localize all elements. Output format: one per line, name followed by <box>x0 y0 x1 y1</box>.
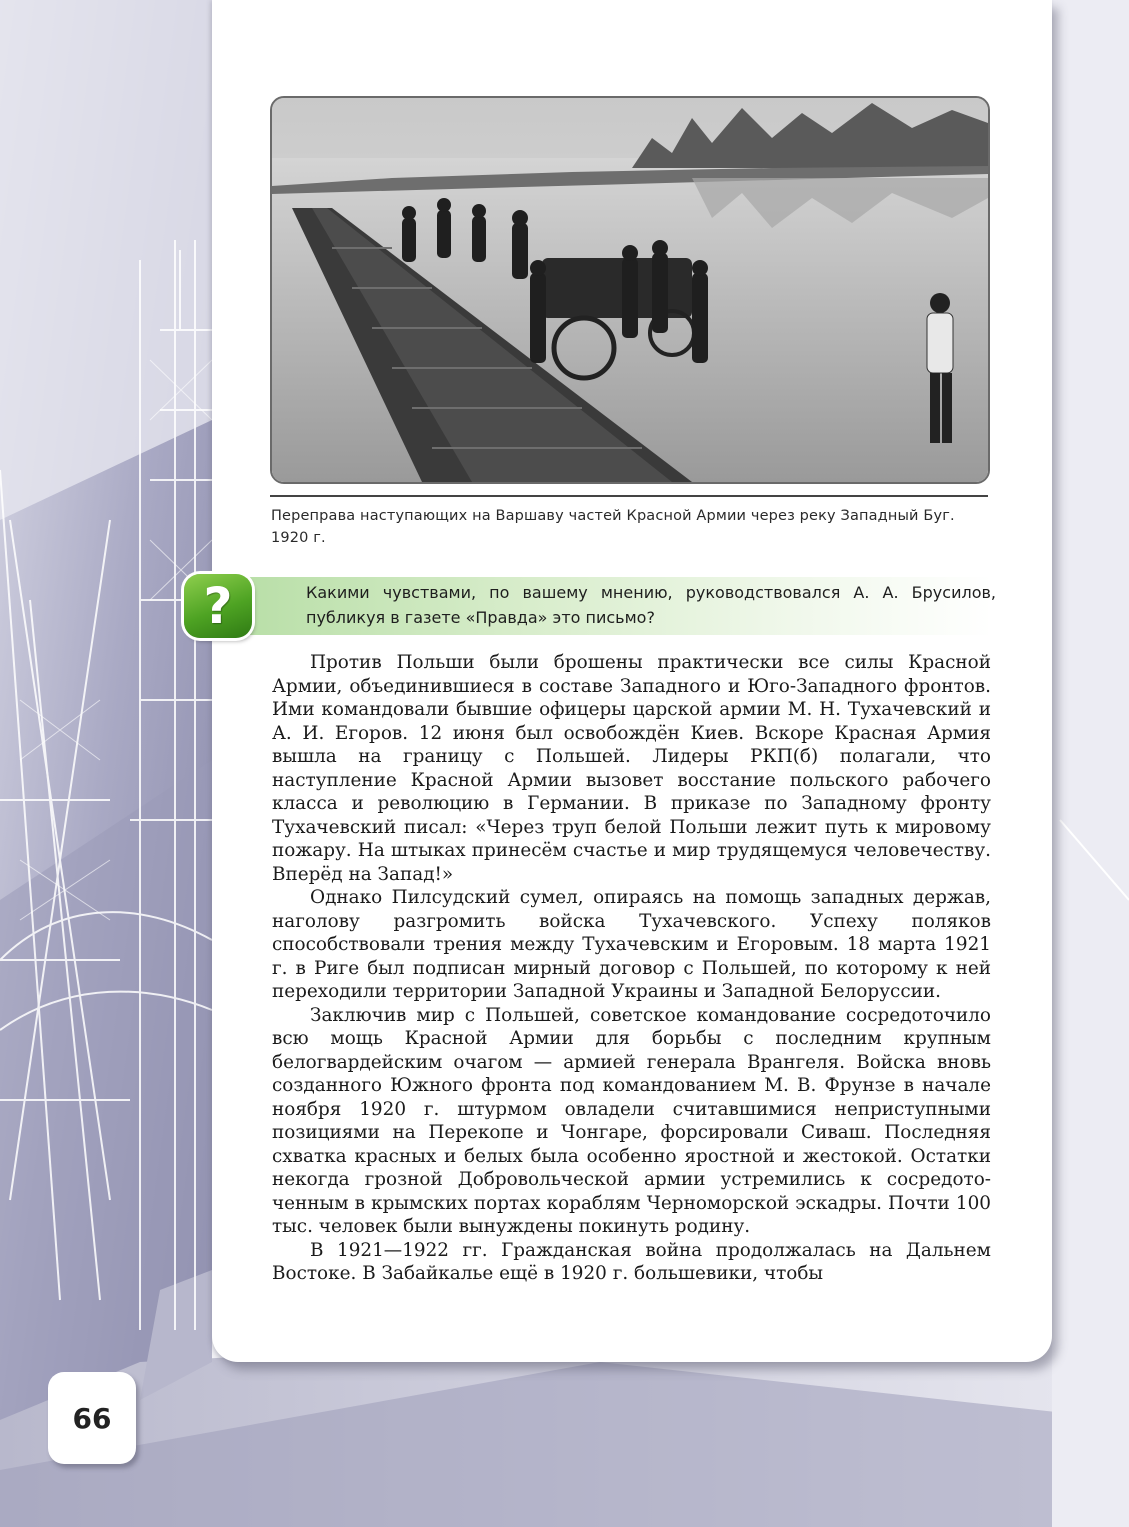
page-number-badge <box>48 1372 136 1464</box>
paragraph: В 1921—1922 гг. Гражданская война продолжалась на Дальнем Востоке. В Забайкалье ещё в 1920 г. большевики, чтобы <box>272 1239 991 1284</box>
question-text: Какими чувствами, по вашему мнению, руководствовался А. А. Брусилов, публикуя в газете «Правда» это письмо? <box>306 583 996 627</box>
paragraph: Однако Пилсудский сумел, опираясь на помощь западных держав, наголову разгромить войска Тухачевского. Успеху поляков способствовали трения между Тухачевским и Егоровым. 18 марта 1921 г. в Риге был подписан мирный договор с Польшей, по которому к ней переходили территории Западной Украины и Западной Белоруссии. <box>272 887 991 1002</box>
caption-rule <box>270 495 988 497</box>
body-text <box>272 651 991 1286</box>
pontoon-bridge-photo <box>272 98 988 482</box>
question-symbol: ? <box>203 577 233 635</box>
question-icon <box>184 574 252 638</box>
paragraph: Заключив мир с Польшей, советское командование сосредоточило всю мощь Красной Армии для борьбы с последним крупным белогвардейским очагом — армией генерала Врангеля. Войска вновь созданного Южного фронта под командованием М. В. Фрунзе в начале ноября 1920 г. штурмом овладели считавшимися неприступными позициями на Перекопе и Чонгаре, форсировали Сиваш. Последняя схватка красных и белых была особенно яростной и жестокой. Остатки некогда грозной Добровольческой армии устремились к сосредоточенным в крымских портах кораблям Черноморской эскадры. Почти 100 тыс. человек были вынуждены покинуть родину. <box>272 1004 991 1237</box>
paragraph: Против Польши были брошены практически все силы Красной Армии, объединившиеся в составе Западного и Юго-Западного фронтов. Ими командовали бывшие офицеры царской армии М. Н. Тухачевский и А. И. Егоров. 12 июня был освобождён Киев. Вскоре Красная Армия вышла на границу с Польшей. Лидеры РКП(б) полагали, что наступление Красной Армии вызовет восстание польского рабочего класса и революцию в Германии. В приказе по Западному фронту Тухачевский писал: «Через труп белой Польши лежит путь к мировому пожару. На штыках принесём счастье и мир трудящемуся человечеству. Вперёд на Запад!» <box>272 652 991 885</box>
historical-photo <box>270 96 990 484</box>
page-number: 66 <box>72 1401 112 1435</box>
photo-caption: Переправа наступающих на Варшаву частей Красной Армии через реку Западный Буг. 1920 г. <box>271 508 955 546</box>
